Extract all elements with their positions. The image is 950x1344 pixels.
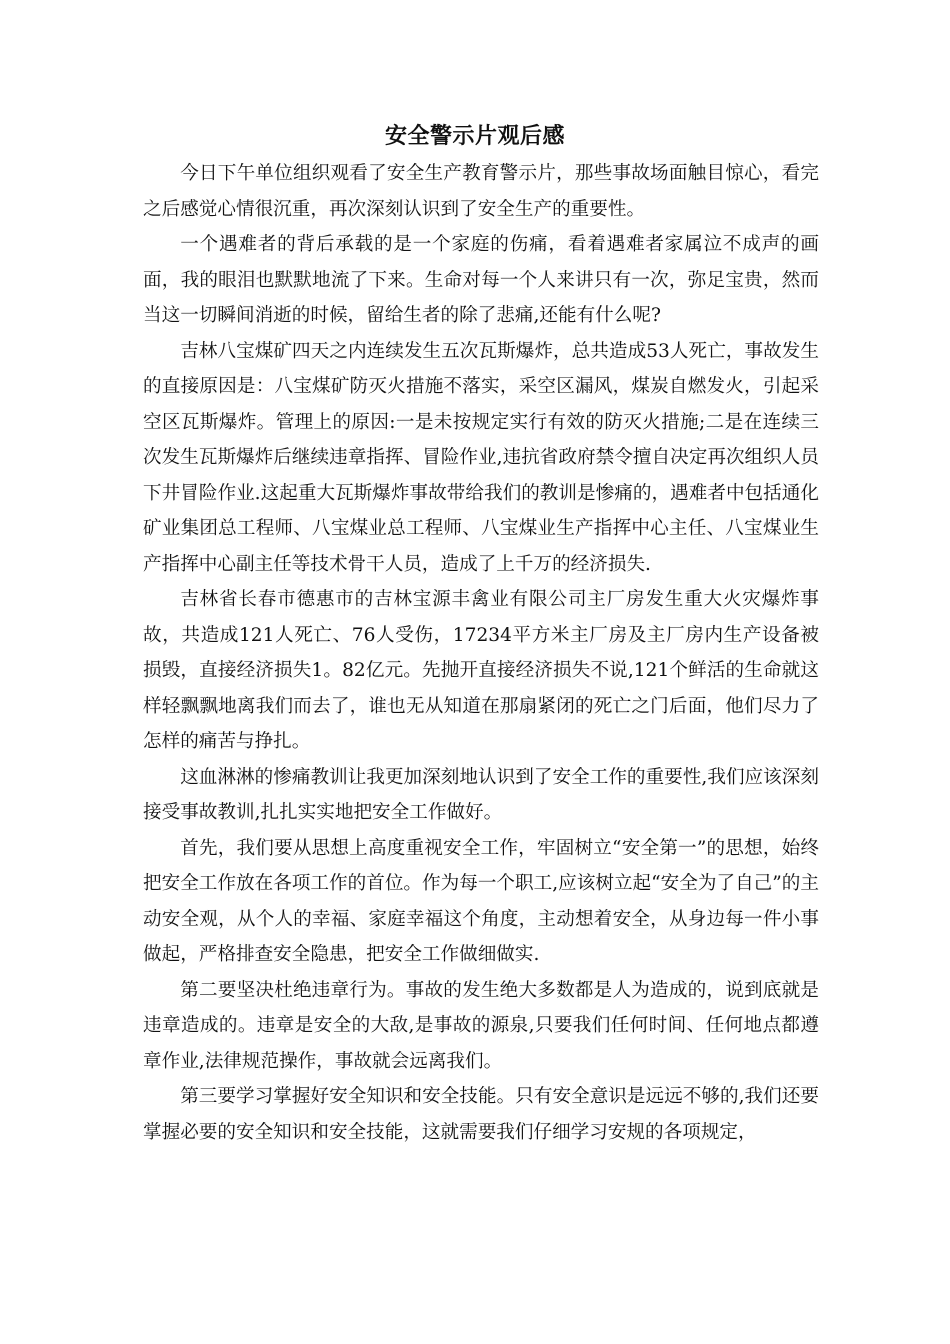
- document-body: [143, 156, 819, 1150]
- paragraph: 今日下午单位组织观看了安全生产教育警示片，那些事故场面触目惊心，看完之后感觉心情很沉重，再次深刻认识到了安全生产的重要性。: [143, 163, 819, 220]
- paragraph: 这血淋淋的惨痛教训让我更加深刻地认识到了安全工作的重要性,我们应该深刻接受事故教训,扎扎实实地把安全工作做好。: [143, 766, 819, 823]
- paragraph: 第二要坚决杜绝违章行为。事故的发生绝大多数都是人为造成的，说到底就是违章造成的。违章是安全的大敌,是事故的源泉,只要我们任何时间、任何地点都遵章作业,法律规范操作，事故就会远离我们。: [143, 979, 819, 1072]
- paragraph: 吉林省长春市德惠市的吉林宝源丰禽业有限公司主厂房发生重大火灾爆炸事故，共造成121人死亡、76人受伤，17234平方米主厂房及主厂房内生产设备被损毁，直接经济损失1。82亿元。先抛开直接经济损失不说,121个鲜活的生命就这样轻飘飘地离我们而去了，谁也无从知道在那扇紧闭的死亡之门后面，他们尽力了怎样的痛苦与挣扎。: [143, 589, 819, 752]
- document-title: 安全警示片观后感: [384, 123, 565, 149]
- paragraph: 吉林八宝煤矿四天之内连续发生五次瓦斯爆炸，总共造成53人死亡，事故发生的直接原因是：八宝煤矿防灭火措施不落实，采空区漏风，煤炭自燃发火，引起采空区瓦斯爆炸。管理上的原因:一是未按规定实行有效的防灭火措施;二是在连续三次发生瓦斯爆炸后继续违章指挥、冒险作业,违抗省政府禁令擅自决定再次组织人员下井冒险作业.这起重大瓦斯爆炸事故带给我们的教训是惨痛的，遇难者中包括通化矿业集团总工程师、八宝煤业总工程师、八宝煤业生产指挥中心主任、八宝煤业生产指挥中心副主任等技术骨干人员，造成了上千万的经济损失.: [143, 340, 819, 575]
- paragraph: 第三要学习掌握好安全知识和安全技能。只有安全意识是远远不够的,我们还要掌握必要的安全知识和安全技能，这就需要我们仔细学习安规的各项规定，: [143, 1086, 819, 1143]
- paragraph: 首先，我们要从思想上高度重视安全工作，牢固树立“安全第一”的思想，始终把安全工作放在各项工作的首位。作为每一个职工,应该树立起“安全为了自己”的主动安全观，从个人的幸福、家庭幸福这个角度，主动想着安全，从身边每一件小事做起，严格排查安全隐患，把安全工作做细做实.: [143, 837, 819, 965]
- paragraph: 一个遇难者的背后承载的是一个家庭的伤痛，看着遇难者家属泣不成声的画面，我的眼泪也默默地流了下来。生命对每一个人来讲只有一次，弥足宝贵，然而当这一切瞬间消逝的时候，留给生者的除了悲痛,还能有什么呢?: [143, 234, 819, 326]
